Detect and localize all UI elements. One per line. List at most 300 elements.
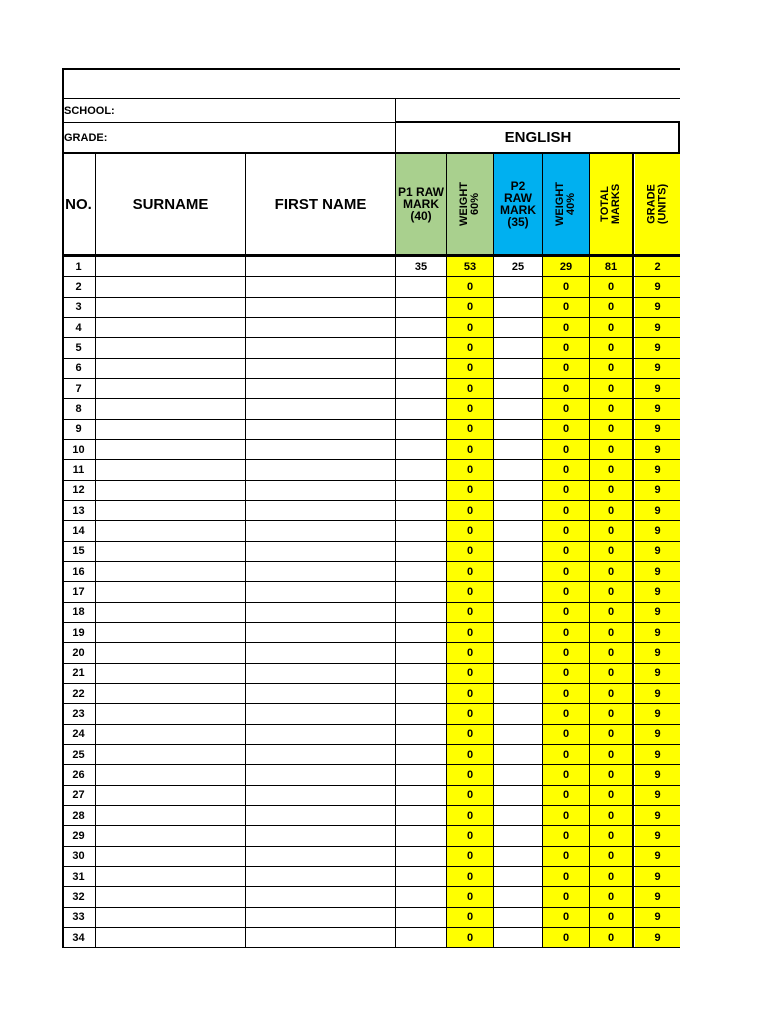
p1-raw-mark-cell[interactable] (396, 664, 446, 683)
p2-raw-mark-cell[interactable] (494, 745, 542, 764)
surname-cell[interactable] (96, 359, 245, 378)
weight-60-cell: 0 (447, 379, 493, 398)
grade-cell: 9 (635, 359, 680, 378)
weight-60-cell: 0 (447, 521, 493, 540)
p2-raw-mark-cell[interactable] (494, 806, 542, 825)
grid-hline (396, 121, 680, 123)
p1-raw-mark-cell[interactable] (396, 420, 446, 439)
header-p2-raw-mark (494, 153, 542, 255)
p2-raw-mark-cell[interactable] (494, 399, 542, 418)
weight-40-cell: 29 (543, 257, 589, 276)
p2-raw-mark-cell[interactable] (494, 420, 542, 439)
p2-raw-mark-cell[interactable] (494, 826, 542, 845)
first-name-cell[interactable] (246, 460, 395, 479)
weight-60-cell: 0 (447, 887, 493, 906)
weight-40-cell: 0 (543, 318, 589, 337)
first-name-cell[interactable] (246, 257, 395, 276)
weight-40-cell: 0 (543, 745, 589, 764)
weight-60-cell: 0 (447, 806, 493, 825)
surname-cell[interactable] (96, 481, 245, 500)
p1-raw-mark-cell[interactable] (396, 542, 446, 561)
total-marks-cell: 0 (590, 460, 632, 479)
first-name-cell[interactable] (246, 582, 395, 601)
p2-raw-mark-cell[interactable] (494, 664, 542, 683)
header-weight-60 (447, 153, 493, 255)
header-no: NO. (65, 195, 92, 213)
grid-hline (62, 683, 680, 684)
grade-cell: 9 (635, 826, 680, 845)
first-name-cell[interactable] (246, 765, 395, 784)
subject-title: ENGLISH (504, 129, 572, 146)
grid-hline (62, 947, 680, 948)
p1-raw-mark-cell[interactable] (396, 826, 446, 845)
p2-raw-mark-cell[interactable]: 25 (511, 260, 525, 273)
p1-raw-mark-cell[interactable] (396, 603, 446, 622)
grade-cell: 9 (635, 887, 680, 906)
first-name-cell[interactable] (246, 379, 395, 398)
total-marks-cell: 0 (590, 420, 632, 439)
weight-40-cell: 0 (543, 643, 589, 662)
p1-raw-mark-cell[interactable] (396, 684, 446, 703)
row-number: 34 (72, 931, 85, 944)
row-number: 24 (72, 728, 85, 741)
surname-cell[interactable] (96, 399, 245, 418)
row-number: 9 (75, 423, 82, 436)
grid-hline (62, 907, 680, 908)
grade-cell: 9 (635, 847, 680, 866)
total-marks-cell: 0 (590, 623, 632, 642)
row-number: 18 (72, 606, 85, 619)
p2-raw-mark-cell[interactable] (494, 501, 542, 520)
weight-40-cell: 0 (543, 501, 589, 520)
total-marks-cell: 0 (590, 359, 632, 378)
grid-vline (589, 152, 590, 948)
p1-raw-mark-cell[interactable] (396, 847, 446, 866)
weight-40-cell: 0 (543, 867, 589, 886)
header-first-name: FIRST NAME (274, 195, 367, 213)
header-p1-raw-mark-label: P1 RAW MARK (40) (397, 185, 444, 223)
total-marks-cell: 0 (590, 562, 632, 581)
grid-hline (62, 663, 680, 664)
weight-60-cell: 0 (447, 277, 493, 296)
p1-raw-mark-cell[interactable] (396, 745, 446, 764)
p2-raw-mark-cell[interactable] (494, 908, 542, 927)
weight-40-cell: 0 (543, 765, 589, 784)
p2-raw-mark-cell[interactable] (494, 786, 542, 805)
surname-cell[interactable] (96, 420, 245, 439)
header-surname: SURNAME (132, 195, 209, 213)
first-name-cell[interactable] (246, 277, 395, 296)
surname-cell[interactable] (96, 603, 245, 622)
p1-raw-mark-cell[interactable] (396, 481, 446, 500)
header-weight-60-label: WEIGHT 60% (458, 182, 481, 226)
p2-raw-mark-cell[interactable] (494, 338, 542, 357)
first-name-cell[interactable] (246, 399, 395, 418)
surname-cell[interactable] (96, 847, 245, 866)
grid-hline (62, 480, 680, 481)
weight-60-cell: 0 (447, 725, 493, 744)
total-marks-cell: 0 (590, 765, 632, 784)
first-name-cell[interactable] (246, 501, 395, 520)
p1-raw-mark-cell[interactable] (396, 277, 446, 296)
row-number: 20 (72, 646, 85, 659)
surname-cell[interactable] (96, 684, 245, 703)
p2-raw-mark-cell[interactable] (494, 440, 542, 459)
surname-cell[interactable] (96, 908, 245, 927)
total-marks-cell: 0 (590, 908, 632, 927)
first-name-cell[interactable] (246, 562, 395, 581)
p1-raw-mark-cell[interactable] (396, 359, 446, 378)
surname-cell[interactable] (96, 765, 245, 784)
total-marks-cell: 0 (590, 745, 632, 764)
row-number: 33 (72, 911, 85, 924)
grade-cell: 9 (635, 420, 680, 439)
p1-raw-mark-cell[interactable] (396, 379, 446, 398)
p1-raw-mark-cell[interactable] (396, 806, 446, 825)
weight-40-cell: 0 (543, 379, 589, 398)
grade-cell: 9 (635, 867, 680, 886)
first-name-cell[interactable] (246, 338, 395, 357)
grid-hline (62, 398, 680, 399)
grid-hline (62, 254, 680, 257)
p2-raw-mark-cell[interactable] (494, 379, 542, 398)
surname-cell[interactable] (96, 542, 245, 561)
grid-hline (62, 358, 680, 359)
grid-hline (62, 317, 680, 318)
surname-cell[interactable] (96, 806, 245, 825)
grade-cell: 9 (635, 908, 680, 927)
total-marks-cell: 0 (590, 298, 632, 317)
p1-raw-mark-cell[interactable] (396, 725, 446, 744)
first-name-cell[interactable] (246, 440, 395, 459)
surname-cell[interactable] (96, 704, 245, 723)
p2-raw-mark-cell[interactable] (494, 765, 542, 784)
weight-60-cell: 0 (447, 664, 493, 683)
first-name-cell[interactable] (246, 623, 395, 642)
first-name-cell[interactable] (246, 887, 395, 906)
grid-hline (62, 419, 680, 420)
p1-raw-mark-cell[interactable] (396, 338, 446, 357)
weight-60-cell: 0 (447, 399, 493, 418)
header-weight-40-label: WEIGHT 40% (554, 182, 577, 226)
grade-cell: 9 (635, 379, 680, 398)
header-total-marks (590, 153, 632, 255)
grade-cell: 9 (635, 806, 680, 825)
p1-raw-mark-cell[interactable] (396, 399, 446, 418)
p2-raw-mark-cell[interactable] (494, 887, 542, 906)
p2-raw-mark-cell[interactable] (494, 582, 542, 601)
grid-vline (542, 152, 543, 948)
grid-hline (62, 602, 680, 603)
p2-raw-mark-cell[interactable] (494, 277, 542, 296)
surname-cell[interactable] (96, 664, 245, 683)
grid-hline (62, 500, 680, 501)
grid-vline (446, 152, 447, 948)
total-marks-cell: 0 (590, 684, 632, 703)
grid-hline (62, 785, 680, 786)
grid-hline (62, 68, 680, 70)
weight-40-cell: 0 (543, 664, 589, 683)
weight-60-cell: 0 (447, 440, 493, 459)
row-number: 31 (72, 870, 85, 883)
school-label: SCHOOL: (64, 105, 115, 117)
surname-cell[interactable] (96, 643, 245, 662)
p1-raw-mark-cell[interactable] (396, 582, 446, 601)
weight-40-cell: 0 (543, 826, 589, 845)
total-marks-cell: 0 (590, 582, 632, 601)
total-marks-cell: 0 (590, 318, 632, 337)
grade-cell: 9 (635, 277, 680, 296)
grid-hline (62, 724, 680, 725)
p1-raw-mark-cell[interactable] (396, 623, 446, 642)
grade-cell: 9 (635, 664, 680, 683)
total-marks-cell: 0 (590, 664, 632, 683)
row-number: 10 (72, 443, 85, 456)
grid-hline (62, 378, 680, 379)
row-number: 22 (72, 687, 85, 700)
surname-cell[interactable] (96, 562, 245, 581)
surname-cell[interactable] (96, 867, 245, 886)
surname-cell[interactable] (96, 826, 245, 845)
weight-60-cell: 0 (447, 318, 493, 337)
p1-raw-mark-cell[interactable] (396, 887, 446, 906)
weight-60-cell: 0 (447, 501, 493, 520)
grade-cell: 9 (635, 481, 680, 500)
p2-raw-mark-cell[interactable] (494, 318, 542, 337)
weight-40-cell: 0 (543, 338, 589, 357)
p1-raw-mark-cell[interactable] (396, 501, 446, 520)
first-name-cell[interactable] (246, 725, 395, 744)
row-number: 17 (72, 585, 85, 598)
row-number: 3 (75, 301, 82, 314)
row-number: 2 (75, 280, 82, 293)
surname-cell[interactable] (96, 379, 245, 398)
grade-cell: 9 (635, 562, 680, 581)
grade-cell: 9 (635, 399, 680, 418)
p1-raw-mark-cell[interactable] (396, 786, 446, 805)
p1-raw-mark-cell[interactable] (396, 928, 446, 947)
p1-raw-mark-cell[interactable] (396, 521, 446, 540)
row-number: 1 (75, 260, 82, 273)
p2-raw-mark-cell[interactable] (494, 725, 542, 744)
first-name-cell[interactable] (246, 684, 395, 703)
p2-raw-mark-cell[interactable] (494, 603, 542, 622)
surname-cell[interactable] (96, 501, 245, 520)
p2-raw-mark-cell[interactable] (494, 684, 542, 703)
surname-cell[interactable] (96, 786, 245, 805)
row-number: 27 (72, 789, 85, 802)
weight-60-cell: 0 (447, 582, 493, 601)
grid-hline (62, 439, 680, 440)
row-number: 16 (72, 565, 85, 578)
row-number: 6 (75, 362, 82, 375)
row-number: 11 (72, 463, 85, 476)
weight-40-cell: 0 (543, 481, 589, 500)
row-number: 26 (72, 768, 85, 781)
row-number: 32 (72, 890, 85, 903)
p1-raw-mark-cell[interactable] (396, 298, 446, 317)
first-name-cell[interactable] (246, 908, 395, 927)
row-number: 4 (75, 321, 82, 334)
grid-hline (62, 581, 680, 582)
p2-raw-mark-cell[interactable] (494, 928, 542, 947)
grade-cell: 9 (635, 603, 680, 622)
grade-cell: 9 (635, 460, 680, 479)
p2-raw-mark-cell[interactable] (494, 460, 542, 479)
first-name-cell[interactable] (246, 359, 395, 378)
p2-raw-mark-cell[interactable] (494, 481, 542, 500)
total-marks-cell: 0 (590, 481, 632, 500)
weight-60-cell: 0 (447, 359, 493, 378)
first-name-cell[interactable] (246, 786, 395, 805)
surname-cell[interactable] (96, 440, 245, 459)
grid-hline (62, 122, 395, 123)
surname-cell[interactable] (96, 725, 245, 744)
grade-cell: 9 (635, 725, 680, 744)
total-marks-cell: 0 (590, 786, 632, 805)
first-name-cell[interactable] (246, 318, 395, 337)
grid-hline (62, 541, 680, 542)
grid-hline (62, 825, 680, 826)
surname-cell[interactable] (96, 460, 245, 479)
weight-40-cell: 0 (543, 542, 589, 561)
p2-raw-mark-cell[interactable] (494, 867, 542, 886)
first-name-cell[interactable] (246, 664, 395, 683)
grid-vline (395, 152, 396, 948)
weight-60-cell: 0 (447, 298, 493, 317)
p2-raw-mark-cell[interactable] (494, 542, 542, 561)
total-marks-cell: 0 (590, 704, 632, 723)
weight-40-cell: 0 (543, 786, 589, 805)
header-p1-raw-mark (396, 153, 446, 255)
grade-cell: 9 (635, 318, 680, 337)
p1-raw-mark-cell[interactable] (396, 318, 446, 337)
p1-raw-mark-cell[interactable] (396, 562, 446, 581)
weight-40-cell: 0 (543, 684, 589, 703)
grid-hline (62, 744, 680, 745)
first-name-cell[interactable] (246, 704, 395, 723)
weight-40-cell: 0 (543, 603, 589, 622)
grid-hline (62, 337, 680, 338)
weight-40-cell: 0 (543, 725, 589, 744)
first-name-cell[interactable] (246, 745, 395, 764)
p2-raw-mark-cell[interactable] (494, 643, 542, 662)
p1-raw-mark-cell[interactable] (396, 867, 446, 886)
surname-cell[interactable] (96, 298, 245, 317)
grid-hline (62, 297, 680, 298)
grid-vline (245, 152, 246, 948)
header-p2-raw-mark-label: P2 RAW MARK (35) (500, 179, 536, 229)
surname-cell[interactable] (96, 745, 245, 764)
grid-hline (62, 520, 680, 521)
p2-raw-mark-cell[interactable] (494, 704, 542, 723)
grade-cell: 9 (635, 928, 680, 947)
row-number: 14 (72, 524, 85, 537)
p1-raw-mark-cell[interactable] (396, 765, 446, 784)
first-name-cell[interactable] (246, 481, 395, 500)
grade-cell: 9 (635, 501, 680, 520)
first-name-cell[interactable] (246, 542, 395, 561)
first-name-cell[interactable] (246, 826, 395, 845)
p2-raw-mark-cell[interactable] (494, 298, 542, 317)
surname-cell[interactable] (96, 928, 245, 947)
first-name-cell[interactable] (246, 643, 395, 662)
total-marks-cell: 0 (590, 928, 632, 947)
grade-cell: 9 (635, 684, 680, 703)
row-number: 5 (75, 341, 82, 354)
grid-vline (678, 121, 680, 154)
first-name-cell[interactable] (246, 521, 395, 540)
surname-cell[interactable] (96, 623, 245, 642)
first-name-cell[interactable] (246, 420, 395, 439)
p1-raw-mark-cell[interactable] (396, 440, 446, 459)
weight-40-cell: 0 (543, 399, 589, 418)
header-grade-units (635, 153, 680, 255)
surname-cell[interactable] (96, 887, 245, 906)
p2-raw-mark-cell[interactable] (494, 562, 542, 581)
grid-hline (62, 459, 680, 460)
surname-cell[interactable] (96, 521, 245, 540)
p2-raw-mark-cell[interactable] (494, 359, 542, 378)
weight-60-cell: 0 (447, 928, 493, 947)
surname-cell[interactable] (96, 582, 245, 601)
first-name-cell[interactable] (246, 847, 395, 866)
p2-raw-mark-cell[interactable] (494, 521, 542, 540)
grade-cell: 9 (635, 786, 680, 805)
school-value[interactable] (396, 99, 680, 123)
p2-raw-mark-cell[interactable] (494, 847, 542, 866)
surname-cell[interactable] (96, 338, 245, 357)
p1-raw-mark-cell[interactable] (396, 908, 446, 927)
first-name-cell[interactable] (246, 806, 395, 825)
total-marks-cell: 0 (590, 277, 632, 296)
p1-raw-mark-cell[interactable] (396, 704, 446, 723)
weight-40-cell: 0 (543, 440, 589, 459)
total-marks-cell: 0 (590, 379, 632, 398)
weight-60-cell: 0 (447, 745, 493, 764)
p2-raw-mark-cell[interactable] (494, 623, 542, 642)
grid-hline (62, 846, 680, 847)
weight-40-cell: 0 (543, 623, 589, 642)
surname-cell[interactable] (96, 257, 245, 276)
weight-60-cell: 0 (447, 460, 493, 479)
grade-cell: 9 (635, 338, 680, 357)
first-name-cell[interactable] (246, 298, 395, 317)
p1-raw-mark-cell[interactable]: 35 (414, 260, 428, 273)
p1-raw-mark-cell[interactable] (396, 460, 446, 479)
weight-40-cell: 0 (543, 521, 589, 540)
weight-40-cell: 0 (543, 460, 589, 479)
grid-hline (62, 703, 680, 704)
weight-40-cell: 0 (543, 806, 589, 825)
weight-60-cell: 53 (447, 257, 493, 276)
grid-hline (62, 642, 680, 643)
surname-cell[interactable] (96, 318, 245, 337)
weight-40-cell: 0 (543, 704, 589, 723)
weight-40-cell: 0 (543, 908, 589, 927)
surname-cell[interactable] (96, 277, 245, 296)
first-name-cell[interactable] (246, 867, 395, 886)
weight-60-cell: 0 (447, 420, 493, 439)
row-number: 15 (72, 545, 85, 558)
weight-40-cell: 0 (543, 582, 589, 601)
weight-60-cell: 0 (447, 867, 493, 886)
p1-raw-mark-cell[interactable] (396, 643, 446, 662)
weight-60-cell: 0 (447, 847, 493, 866)
first-name-cell[interactable] (246, 603, 395, 622)
weight-60-cell: 0 (447, 562, 493, 581)
first-name-cell[interactable] (246, 928, 395, 947)
